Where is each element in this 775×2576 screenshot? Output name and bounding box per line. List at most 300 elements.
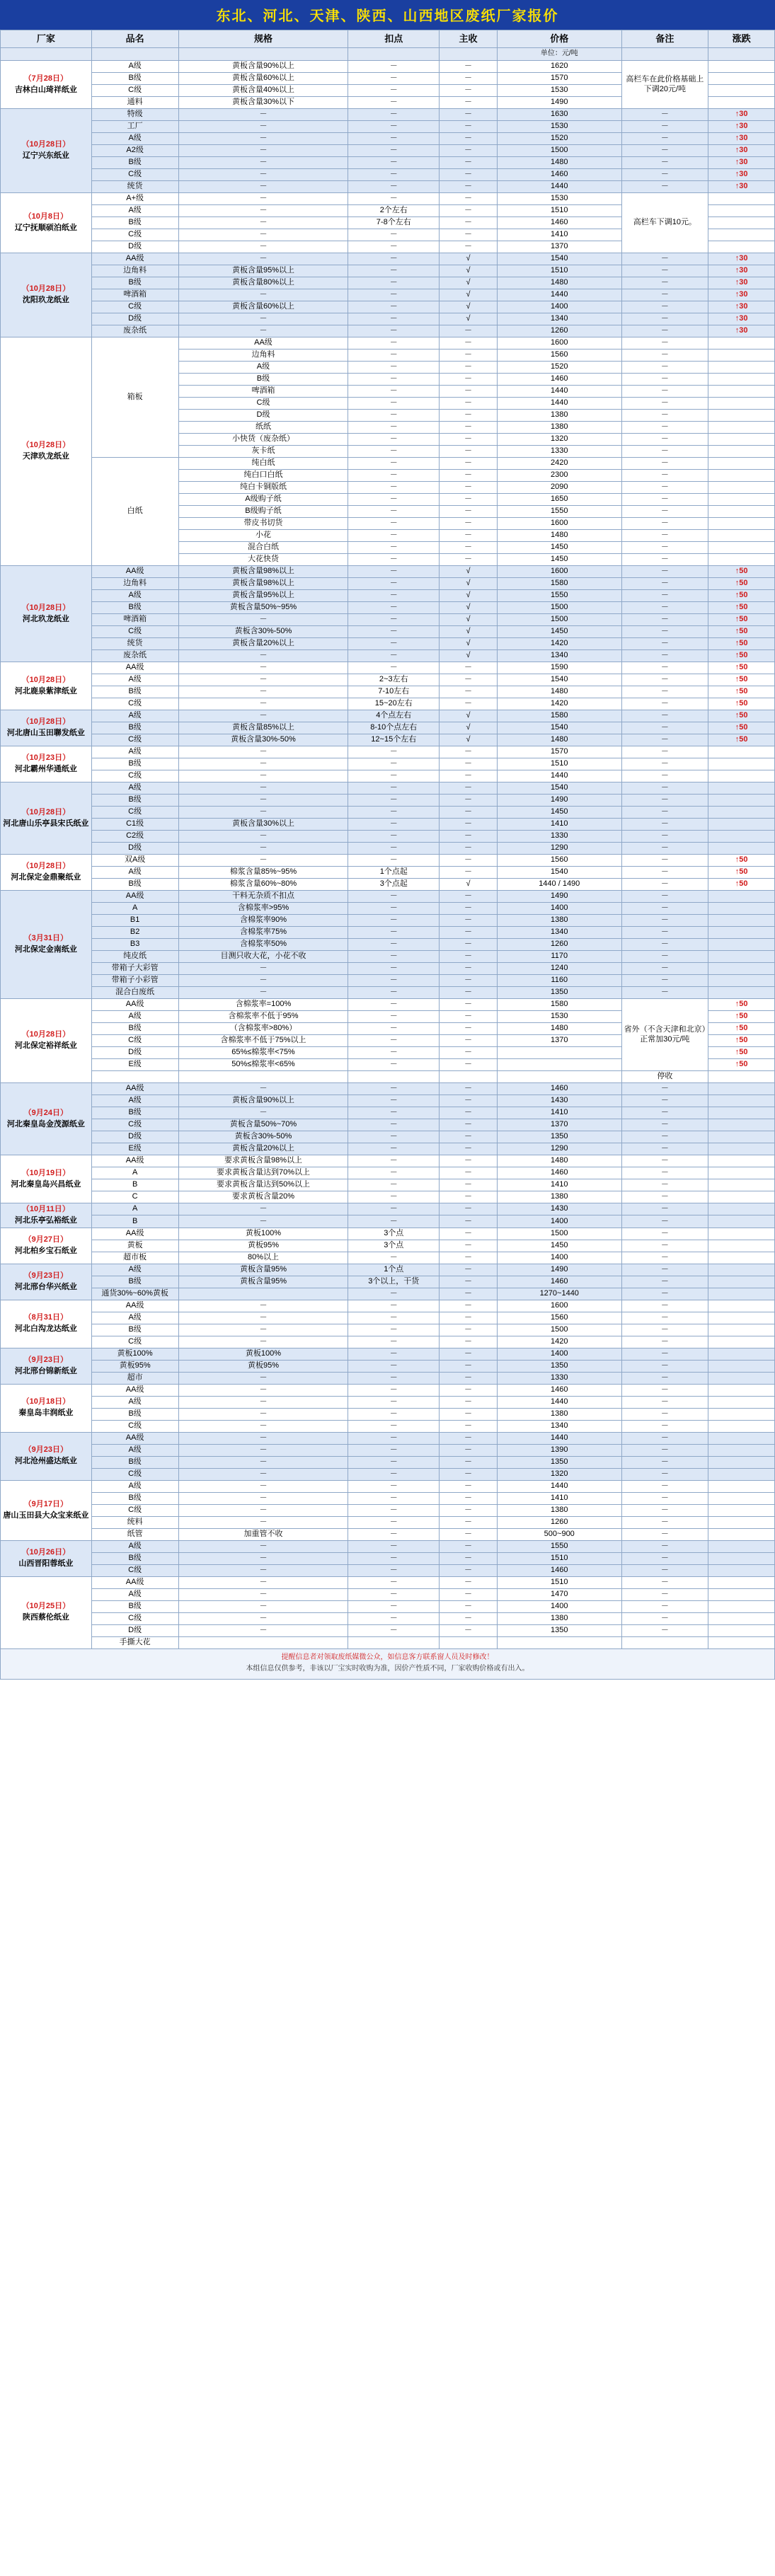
main-cell: － (440, 662, 498, 674)
spec-cell: － (178, 1396, 348, 1408)
main-cell: √ (440, 710, 498, 722)
change-cell (708, 1252, 775, 1264)
factory-name: 河北保定金南纸业 (14, 945, 77, 954)
spec-cell: 黄板含量30%以上 (178, 819, 348, 831)
table-row (1, 891, 775, 903)
remark-cell: － (621, 1240, 708, 1252)
price-cell: 1450 (498, 626, 622, 638)
spec-cell: － (178, 1624, 348, 1636)
spec-cell: 灰卡纸 (178, 446, 348, 458)
price-cell: 1480 (498, 530, 622, 542)
factory-cell (1, 1083, 92, 1155)
remark-cell: － (621, 518, 708, 530)
col-main: 主收 (440, 30, 498, 48)
product-cell: B级 (91, 602, 178, 614)
product-cell: AA级 (91, 662, 178, 674)
product-cell: 废杂纸 (91, 650, 178, 662)
deduction-cell: － (348, 470, 440, 482)
product-cell: B级 (91, 1107, 178, 1119)
deduction-cell: － (348, 289, 440, 301)
deduction-cell: 1个点起 (348, 867, 440, 879)
product-cell: 啤酒箱 (91, 289, 178, 301)
change-cell (708, 1191, 775, 1203)
deduction-cell: － (348, 1504, 440, 1516)
main-cell: － (440, 554, 498, 566)
price-cell: 1380 (498, 1408, 622, 1420)
remark-cell: － (621, 265, 708, 277)
factory-cell (1, 891, 92, 999)
table-row (1, 1240, 775, 1252)
price-cell: 1350 (498, 1624, 622, 1636)
main-cell: － (440, 1576, 498, 1588)
remark-cell: － (621, 109, 708, 121)
remark-cell: － (621, 337, 708, 350)
main-cell: － (440, 181, 498, 193)
factory-cell (1, 1540, 92, 1576)
main-cell: － (440, 422, 498, 434)
change-cell (708, 903, 775, 915)
remark-cell: － (621, 133, 708, 145)
price-cell: 1510 (498, 758, 622, 770)
remark-cell: － (621, 1420, 708, 1432)
deduction-cell: － (348, 1492, 440, 1504)
deduction-cell: － (348, 650, 440, 662)
change-cell: ↑50 (708, 686, 775, 698)
main-cell: √ (440, 602, 498, 614)
spec-cell: 黄板含30%-50% (178, 626, 348, 638)
main-cell: － (440, 530, 498, 542)
product-cell: C级 (91, 1612, 178, 1624)
deduction-cell: － (348, 746, 440, 758)
spec-cell: － (178, 1420, 348, 1432)
product-cell: B (91, 1215, 178, 1228)
remark-cell: － (621, 1228, 708, 1240)
product-cell: B级 (91, 1023, 178, 1035)
remark-cell: － (621, 410, 708, 422)
price-cell: 1540 (498, 867, 622, 879)
remark-cell: － (621, 710, 708, 722)
table-row (1, 807, 775, 819)
factory-date: （3月31日） (23, 934, 69, 943)
table-row (1, 181, 775, 193)
factory-date: （10月11日） (21, 1205, 70, 1213)
change-cell (708, 554, 775, 566)
factory-cell (1, 61, 92, 109)
change-cell (708, 410, 775, 422)
factory-date: （10月28日） (21, 675, 71, 684)
product-cell: 工厂 (91, 121, 178, 133)
main-cell: √ (440, 590, 498, 602)
spec-cell: － (178, 1612, 348, 1624)
main-cell: － (440, 1119, 498, 1131)
remark-cell: － (621, 1528, 708, 1540)
deduction-cell: 3个点 (348, 1228, 440, 1240)
product-cell: A (91, 1167, 178, 1179)
deduction-cell: － (348, 1552, 440, 1564)
remark-cell: 省外（不含天津和北京）正常加30元/吨 (621, 999, 708, 1071)
remark-cell: － (621, 1348, 708, 1360)
main-cell: － (440, 458, 498, 470)
product-cell: C级 (91, 1336, 178, 1348)
deduction-cell: － (348, 458, 440, 470)
main-cell: － (440, 205, 498, 217)
product-cell: AA级 (91, 566, 178, 578)
change-cell: ↑50 (708, 855, 775, 867)
price-cell: 1570 (498, 746, 622, 758)
change-cell: ↑50 (708, 590, 775, 602)
spec-cell: － (178, 1107, 348, 1119)
table-row (1, 963, 775, 975)
main-cell: － (440, 1300, 498, 1312)
price-cell: 1460 (498, 1167, 622, 1179)
main-cell: － (440, 229, 498, 241)
price-cell: 1290 (498, 843, 622, 855)
deduction-cell: － (348, 410, 440, 422)
product-cell: AA级 (91, 891, 178, 903)
remark-cell: － (621, 975, 708, 987)
change-cell (708, 1636, 775, 1648)
spec-cell: 大花快货 (178, 554, 348, 566)
table-row (1, 1420, 775, 1432)
price-cell: 1420 (498, 638, 622, 650)
change-cell (708, 1288, 775, 1300)
factory-date: （9月24日） (23, 1108, 69, 1117)
table-row (1, 662, 775, 674)
remark-cell: － (621, 121, 708, 133)
main-cell: － (440, 698, 498, 710)
remark-cell: － (621, 638, 708, 650)
deduction-cell: － (348, 662, 440, 674)
remark-cell: － (621, 650, 708, 662)
main-cell: － (440, 470, 498, 482)
remark-cell: － (621, 1480, 708, 1492)
table-row (1, 843, 775, 855)
spec-cell: A级购子纸 (178, 494, 348, 506)
deduction-cell: － (348, 1408, 440, 1420)
deduction-cell: － (348, 494, 440, 506)
change-cell (708, 217, 775, 229)
product-cell: AA级 (91, 1300, 178, 1312)
table-row (1, 614, 775, 626)
product-cell: AA级 (91, 253, 178, 265)
price-cell: 1510 (498, 265, 622, 277)
change-cell: ↑50 (708, 734, 775, 746)
price-cell: 1370 (498, 1035, 622, 1047)
change-cell (708, 1384, 775, 1396)
price-cell: 1460 (498, 1276, 622, 1288)
price-cell: 1240 (498, 963, 622, 975)
price-cell: 1450 (498, 807, 622, 819)
spec-cell: － (178, 831, 348, 843)
deduction-cell: － (348, 638, 440, 650)
change-cell (708, 770, 775, 782)
table-row (1, 927, 775, 939)
price-cell: 1500 (498, 602, 622, 614)
factory-name: 河北鹿泉紫津纸业 (14, 686, 77, 695)
spec-cell: 65%≤棉浆率<75% (178, 1047, 348, 1059)
table-row (1, 855, 775, 867)
main-cell: － (440, 1155, 498, 1167)
remark-cell: － (621, 674, 708, 686)
change-cell (708, 1420, 775, 1432)
deduction-cell: － (348, 578, 440, 590)
main-cell: － (440, 157, 498, 169)
product-cell: B级 (91, 1600, 178, 1612)
table-row (1, 458, 775, 470)
table-row (1, 1540, 775, 1552)
main-cell: － (440, 963, 498, 975)
factory-cell (1, 1155, 92, 1203)
deduction-cell: － (348, 1564, 440, 1576)
spec-cell: 黄板含量85%以上 (178, 722, 348, 734)
price-cell: 1440 (498, 770, 622, 782)
factory-date: （10月28日） (21, 603, 71, 612)
unit-blank-6 (621, 48, 708, 61)
remark-cell: － (621, 891, 708, 903)
table-row (1, 1312, 775, 1324)
table-row (1, 1119, 775, 1131)
price-cell: 1500 (498, 614, 622, 626)
price-cell: 1490 (498, 1264, 622, 1276)
price-cell: 1320 (498, 1468, 622, 1480)
main-cell: － (440, 1324, 498, 1336)
table-row (1, 758, 775, 770)
spec-cell: － (178, 1600, 348, 1612)
price-cell: 1510 (498, 1552, 622, 1564)
table-row (1, 133, 775, 145)
price-cell: 1400 (498, 301, 622, 313)
deduction-cell: 2~3左右 (348, 674, 440, 686)
remark-cell: － (621, 470, 708, 482)
col-remark: 备注 (621, 30, 708, 48)
change-cell (708, 1612, 775, 1624)
main-cell: － (440, 482, 498, 494)
factory-cell (1, 1300, 92, 1348)
remark-cell: － (621, 602, 708, 614)
change-cell: ↑30 (708, 157, 775, 169)
product-cell: 超市 (91, 1372, 178, 1384)
factory-cell (1, 1432, 92, 1480)
remark-cell: － (621, 1576, 708, 1588)
spec-cell: （含棉浆率>80%） (178, 1023, 348, 1035)
unit-blank-7 (708, 48, 775, 61)
product-cell: B级 (91, 879, 178, 891)
main-cell: － (440, 927, 498, 939)
main-cell: － (440, 109, 498, 121)
table-row (1, 1360, 775, 1372)
deduction-cell: － (348, 1191, 440, 1203)
main-cell: － (440, 1528, 498, 1540)
product-cell: A级 (91, 1095, 178, 1107)
spec-cell: － (178, 1468, 348, 1480)
price-cell: 1440 (498, 386, 622, 398)
deduction-cell: － (348, 325, 440, 337)
spec-cell: 边角料 (178, 350, 348, 362)
table-row (1, 109, 775, 121)
product-cell: B级 (91, 157, 178, 169)
spec-cell: 黄板95% (178, 1240, 348, 1252)
price-cell: 1400 (498, 1252, 622, 1264)
table-row (1, 686, 775, 698)
deduction-cell: － (348, 1360, 440, 1372)
factory-cell (1, 855, 92, 891)
change-cell: ↑50 (708, 650, 775, 662)
main-cell: √ (440, 578, 498, 590)
product-cell: B2 (91, 927, 178, 939)
table-row (1, 795, 775, 807)
factory-cell (1, 782, 92, 855)
product-cell: 黄板100% (91, 1348, 178, 1360)
deduction-cell: 12~15个左右 (348, 734, 440, 746)
table-row (1, 915, 775, 927)
table-row (1, 831, 775, 843)
factory-name: 辽宁兴东纸业 (22, 151, 69, 160)
product-cell: C (91, 1191, 178, 1203)
price-cell: 1490 (498, 97, 622, 109)
table-row (1, 1588, 775, 1600)
price-cell: 1530 (498, 193, 622, 205)
product-cell: B级 (91, 73, 178, 85)
factory-name: 河北柏乡宝石纸业 (14, 1246, 77, 1255)
main-cell: － (440, 434, 498, 446)
spec-cell: 80%以上 (178, 1252, 348, 1264)
main-cell: － (440, 410, 498, 422)
remark-cell: － (621, 494, 708, 506)
table-row (1, 301, 775, 313)
change-cell: ↑30 (708, 133, 775, 145)
table-row (1, 1612, 775, 1624)
main-cell: － (440, 999, 498, 1011)
table-row (1, 1600, 775, 1612)
main-cell: － (440, 1540, 498, 1552)
spec-cell: 棉浆含量60%~80% (178, 879, 348, 891)
spec-cell: － (178, 855, 348, 867)
main-cell: － (440, 325, 498, 337)
price-cell: 1410 (498, 819, 622, 831)
table-row (1, 1252, 775, 1264)
spec-cell: 黄板含量20%以上 (178, 1143, 348, 1155)
deduction-cell: － (348, 1059, 440, 1071)
table-row (1, 1564, 775, 1576)
deduction-cell: － (348, 1300, 440, 1312)
table-row (1, 1143, 775, 1155)
col-change: 涨跌 (708, 30, 775, 48)
remark-cell: － (621, 1324, 708, 1336)
spec-cell: － (178, 1576, 348, 1588)
product-cell: B级 (91, 1456, 178, 1468)
price-cell: 1480 (498, 157, 622, 169)
price-cell: 1540 (498, 722, 622, 734)
change-cell (708, 85, 775, 97)
product-cell: C级 (91, 301, 178, 313)
deduction-cell: － (348, 73, 440, 85)
table-row (1, 313, 775, 325)
deduction-cell: － (348, 530, 440, 542)
remark-cell: － (621, 1264, 708, 1276)
product-cell: A级 (91, 133, 178, 145)
change-cell (708, 337, 775, 350)
spec-cell: 黄板含量90%以上 (178, 1095, 348, 1107)
product-cell: A级 (91, 1312, 178, 1324)
deduction-cell: － (348, 1203, 440, 1215)
col-factory: 厂家 (1, 30, 92, 48)
main-cell: － (440, 1179, 498, 1191)
spec-cell: － (178, 674, 348, 686)
factory-cell (1, 337, 92, 566)
price-cell: 1410 (498, 1179, 622, 1191)
table-row (1, 1095, 775, 1107)
table-row (1, 710, 775, 722)
price-cell: 1440 / 1490 (498, 879, 622, 891)
remark-cell: － (621, 1312, 708, 1324)
factory-name: 沈阳玖龙纸业 (22, 296, 69, 304)
spec-cell: D级 (178, 410, 348, 422)
main-cell: － (440, 1095, 498, 1107)
spec-cell: 黄板95% (178, 1360, 348, 1372)
deduction-cell: － (348, 1588, 440, 1600)
change-cell: ↑50 (708, 999, 775, 1011)
spec-cell: － (178, 987, 348, 999)
product-cell: B级 (91, 1552, 178, 1564)
remark-cell: － (621, 1179, 708, 1191)
table-row (1, 1396, 775, 1408)
remark-cell: － (621, 578, 708, 590)
price-cell: 1490 (498, 891, 622, 903)
deduction-cell: － (348, 1215, 440, 1228)
deduction-cell: － (348, 181, 440, 193)
deduction-cell: － (348, 1516, 440, 1528)
price-cell: 1460 (498, 217, 622, 229)
deduction-cell: － (348, 386, 440, 398)
price-cell: 1560 (498, 1312, 622, 1324)
spec-cell: － (178, 650, 348, 662)
change-cell: ↑50 (708, 1035, 775, 1047)
spec-cell: 黄板含量80%以上 (178, 277, 348, 289)
price-cell: 1400 (498, 1348, 622, 1360)
change-cell (708, 1456, 775, 1468)
deduction-cell: － (348, 1420, 440, 1432)
main-cell: － (440, 241, 498, 253)
remark-cell: － (621, 1372, 708, 1384)
factory-name: 河北保定金鼎聚纸业 (11, 873, 81, 882)
table-row (1, 325, 775, 337)
spec-cell: － (178, 1300, 348, 1312)
price-cell: 1460 (498, 1083, 622, 1095)
main-cell: － (440, 1011, 498, 1023)
remark-cell: － (621, 1600, 708, 1612)
product-cell: A (91, 1203, 178, 1215)
remark-cell: － (621, 1504, 708, 1516)
main-cell: － (440, 1420, 498, 1432)
price-cell: 1540 (498, 253, 622, 265)
main-cell: √ (440, 566, 498, 578)
deduction-cell: － (348, 831, 440, 843)
spec-cell: － (178, 1588, 348, 1600)
factory-date: （7月28日） (23, 74, 69, 83)
product-cell: 通料 (91, 97, 178, 109)
deduction-cell: － (348, 1444, 440, 1456)
deduction-cell: 1个点 (348, 1264, 440, 1276)
product-cell: 纸管 (91, 1528, 178, 1540)
table-row (1, 939, 775, 951)
remark-cell: － (621, 1588, 708, 1600)
product-cell: B级 (91, 277, 178, 289)
change-cell (708, 362, 775, 374)
product-cell: 手撕大花 (91, 1636, 178, 1648)
remark-cell: － (621, 313, 708, 325)
main-cell: － (440, 121, 498, 133)
table-row (1, 1468, 775, 1480)
